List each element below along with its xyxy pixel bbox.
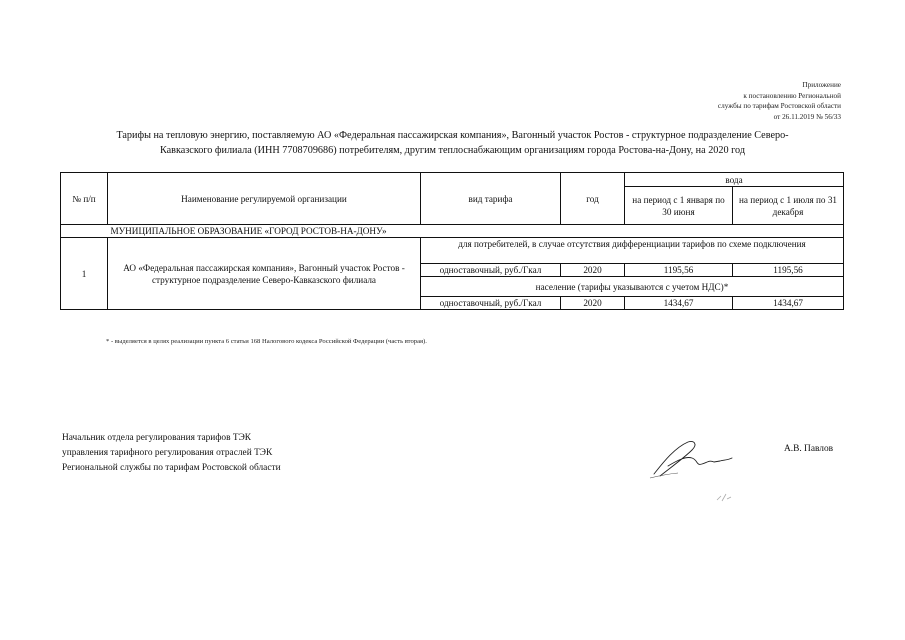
header-water: вода: [625, 173, 844, 187]
appendix-line-3: службы по тарифам Ростовской области: [717, 102, 841, 110]
faint-mark: [714, 490, 734, 504]
signer-line-3: Региональной службы по тарифам Ростовской области: [62, 463, 281, 473]
appendix-block: [718, 80, 841, 122]
tariff-table: [60, 172, 844, 310]
appendix-line-1: Приложение: [802, 81, 841, 89]
year-cell: 2020: [561, 264, 625, 277]
handwritten-signature: [648, 436, 740, 482]
group-label-population: население (тарифы указываются с учетом НДС)*: [421, 277, 844, 297]
title-line-2: Кавказского филиала (ИНН 7708709686) потребителям, другим теплоснабжающим организациям города Ростова-на-Дону, на 2020 год: [159, 145, 746, 156]
group-label-consumers: для потребителей, в случае отсутствия дифференциации тарифов по схеме подключения: [421, 238, 844, 264]
header-year: год: [561, 173, 625, 225]
tariff-value-cell: 1195,56: [625, 264, 733, 277]
year-cell: 2020: [561, 297, 625, 310]
municipality-row: МУНИЦИПАЛЬНОЕ ОБРАЗОВАНИЕ «ГОРОД РОСТОВ-НА-ДОНУ»: [108, 225, 844, 238]
title-line-1: Тарифы на тепловую энергию, поставляемую АО «Федеральная пассажирская компания», Вагонный участок Ростов - структурное подразделение Северо-: [116, 130, 789, 141]
signer-name: А.В. Павлов: [784, 444, 834, 454]
tariff-value-cell: 1434,67: [625, 297, 733, 310]
header-period-1: на период с 1 января по 30 июня: [625, 187, 733, 225]
header-tariff-type: вид тарифа: [421, 173, 561, 225]
appendix-line-4: от 26.11.2019 № 56/33: [773, 112, 841, 121]
tariff-type-cell: одноставочный, руб./Гкал: [421, 264, 561, 277]
tariff-type-cell: одноставочный, руб./Гкал: [421, 297, 561, 310]
footnote: * - выделяется в целях реализации пункта 6 статьи 168 Налогового кодекса Российской Федерации (часть вторая).: [106, 338, 427, 345]
header-period-2: на период с 1 июля по 31 декабря: [733, 187, 844, 225]
header-org: Наименование регулируемой организации: [108, 173, 421, 225]
signer-line-2: управления тарифного регулирования отраслей ТЭК: [62, 448, 273, 458]
signer-position: [62, 431, 281, 476]
signer-line-1: Начальник отдела регулирования тарифов ТЭК: [62, 433, 252, 443]
header-num: № п/п: [61, 173, 108, 225]
tariff-value-cell: 1434,67: [733, 297, 844, 310]
row-number: 1: [61, 238, 108, 310]
appendix-line-2: к постановлению Региональной: [743, 91, 841, 100]
document-title: [80, 128, 825, 158]
tariff-value-cell: 1195,56: [733, 264, 844, 277]
organization-name: АО «Федеральная пассажирская компания», Вагонный участок Ростов - структурное подразделение Северо-Кавказского филиала: [108, 238, 421, 310]
